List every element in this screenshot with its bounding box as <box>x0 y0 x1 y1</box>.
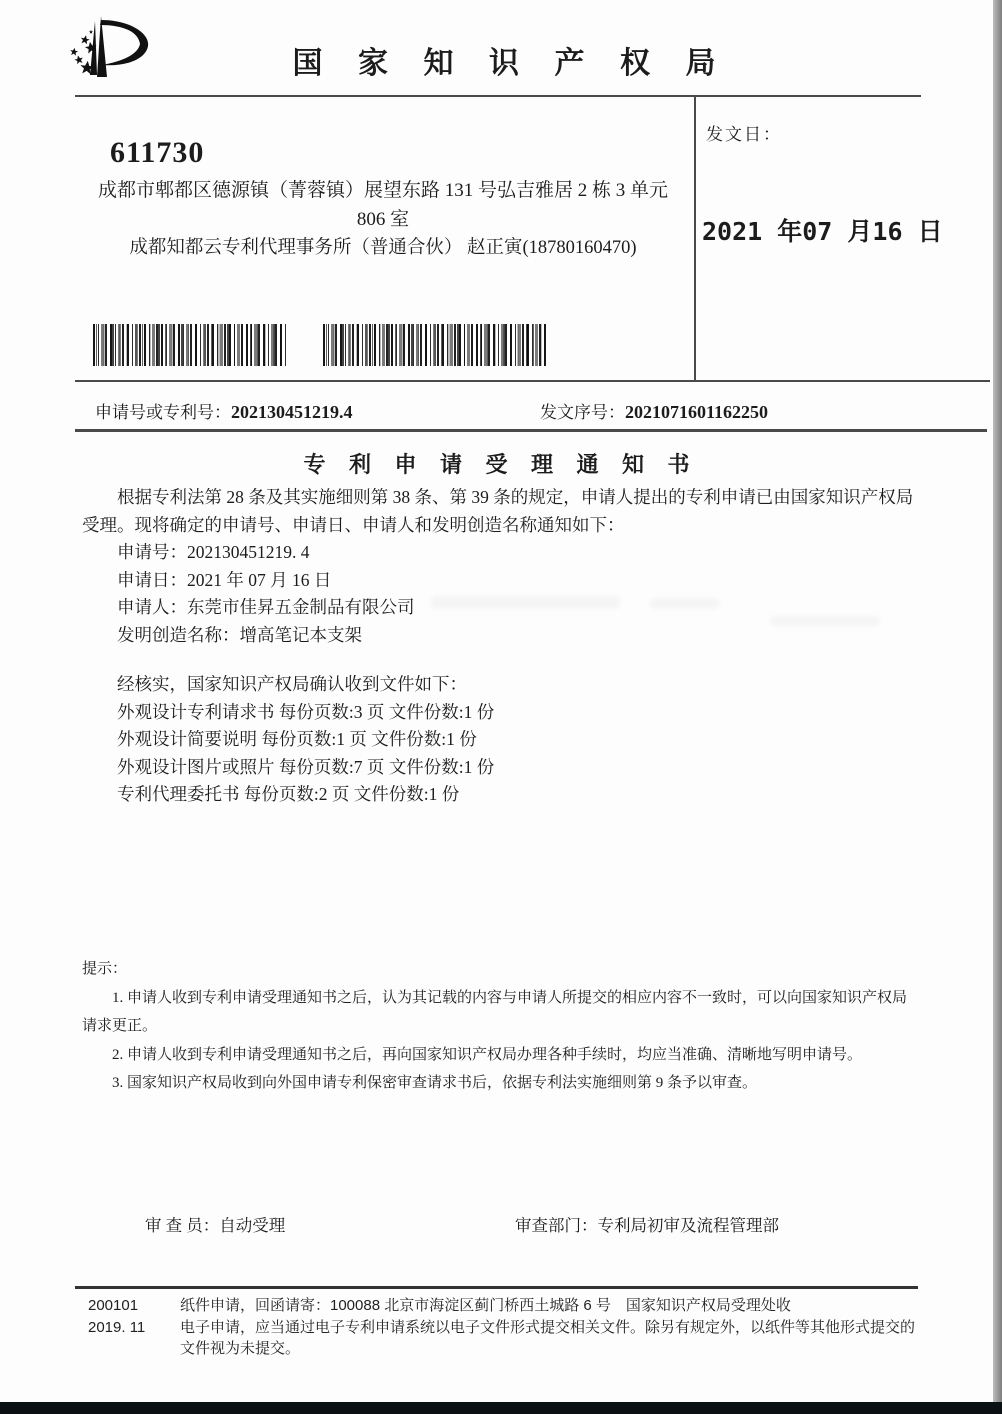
address-line-3: 成都知都云专利代理事务所（普通合伙） 赵正寅(18780160470) <box>129 238 637 258</box>
footer-code: 200101 <box>88 1297 139 1314</box>
footer-rule <box>75 1286 918 1289</box>
notice-body <box>82 484 932 809</box>
field-filing-date: 申请日：2021 年 07 月 16 日 <box>117 569 332 590</box>
received-intro: 经核实，国家知识产权局确认收到文件如下： <box>117 674 467 694</box>
footer-codes <box>88 1295 145 1338</box>
footer-line: 电子申请，应当通过电子专利申请系统以电子文件形式提交相关文件。除另有规定外，以纸件等其他形式提交的 <box>180 1318 916 1336</box>
spacer <box>82 649 932 671</box>
scan-edge-bottom <box>0 1402 1002 1414</box>
issue-date-label: 发文日： <box>706 125 782 144</box>
tip-note-2-line: 2. 申请人收到专利申请受理通知书之后，再向国家知识产权局办理各种手续时，均应当准确、清晰地写明申请号。 <box>112 1046 863 1063</box>
received-doc-row: 外观设计简要说明 每份页数:1 页 文件份数:1 份 <box>117 729 477 749</box>
tip-note-1-line: 1. 申请人收到专利申请受理通知书之后，认为其记载的内容与申请人所提交的相应内容不一致时，可以向国家知识产权局 <box>112 989 908 1006</box>
received-doc-row: 专利代理委托书 每份页数:2 页 文件份数:1 份 <box>117 784 460 804</box>
serial-number-label: 发文序号： <box>540 403 625 422</box>
examiner-value: 自动受理 <box>219 1216 286 1235</box>
scan-edge-right <box>993 0 1002 1414</box>
address-line-2: 806 室 <box>356 209 410 230</box>
barcode-application <box>93 324 287 366</box>
ref-bar-bottom-rule <box>75 429 987 432</box>
application-number-field <box>95 398 353 423</box>
address-block-bottom-rule <box>75 380 990 382</box>
intro-line: 受理。现将确定的申请号、申请日、申请人和发明创造名称通知如下： <box>82 514 625 535</box>
notice-title: 专 利 申 请 受 理 通 知 书 <box>303 452 699 477</box>
barcode-serial <box>323 324 549 366</box>
department-label: 审查部门： <box>515 1216 598 1235</box>
tips-section <box>82 955 942 1098</box>
address-line-1: 成都市郫都区德源镇（菁蓉镇）展望东路 131 号弘吉雅居 2 栋 3 单元 <box>97 180 668 201</box>
examiner-field <box>145 1212 285 1236</box>
field-invention-title: 发明创造名称：增高笔记本支架 <box>117 624 362 645</box>
serial-number-field <box>540 398 768 423</box>
footer-line: 文件视为未提交。 <box>180 1340 301 1357</box>
footer-instructions <box>180 1295 940 1360</box>
issue-date-value: 2021 年07 月16 日 <box>702 217 943 246</box>
field-application-no: 申请号：202130451219. 4 <box>117 542 310 562</box>
field-applicant: 申请人：东莞市佳昇五金制品有限公司 <box>117 597 415 617</box>
intro-line: 根据专利法第 28 条及其实施细则第 38 条、第 39 条的规定，申请人提出的专利申请已由国家知识产权局 <box>117 487 914 507</box>
date-box-left-border <box>694 95 696 382</box>
scan-artifact <box>650 598 720 609</box>
tip-note-1-line: 请求更正。 <box>82 1018 158 1034</box>
examiner-label: 审 查 员： <box>145 1216 220 1235</box>
footer-line: 纸件申请，回函请寄：100088 北京市海淀区蓟门桥西土城路 6 号 国家知识产权局受理处收 <box>180 1297 791 1314</box>
application-number-value: 202130451219.4 <box>231 402 353 422</box>
footer-code: 2019. 11 <box>88 1318 146 1336</box>
org-title: 国 家 知 识 产 权 局 <box>292 47 730 80</box>
department-field <box>515 1212 779 1236</box>
application-number-label: 申请号或专利号： <box>95 403 231 422</box>
department-value: 专利局初审及流程管理部 <box>597 1216 779 1235</box>
received-doc-row: 外观设计专利请求书 每份页数:3 页 文件份数:1 份 <box>117 701 495 722</box>
scan-artifact <box>770 616 880 626</box>
received-doc-row: 外观设计图片或照片 每份页数:7 页 文件份数:1 份 <box>117 756 495 777</box>
header-rule <box>75 95 921 97</box>
recipient-address <box>80 176 686 263</box>
tips-heading: 提示： <box>82 961 128 977</box>
doc-code: 611730 <box>110 136 205 169</box>
tip-note-3-line: 3. 国家知识产权局收到向外国申请专利保密审查请求书后，依据专利法实施细则第 9 条予以审查。 <box>112 1075 758 1091</box>
serial-number-value: 2021071601162250 <box>625 402 769 422</box>
scan-artifact <box>430 596 620 609</box>
